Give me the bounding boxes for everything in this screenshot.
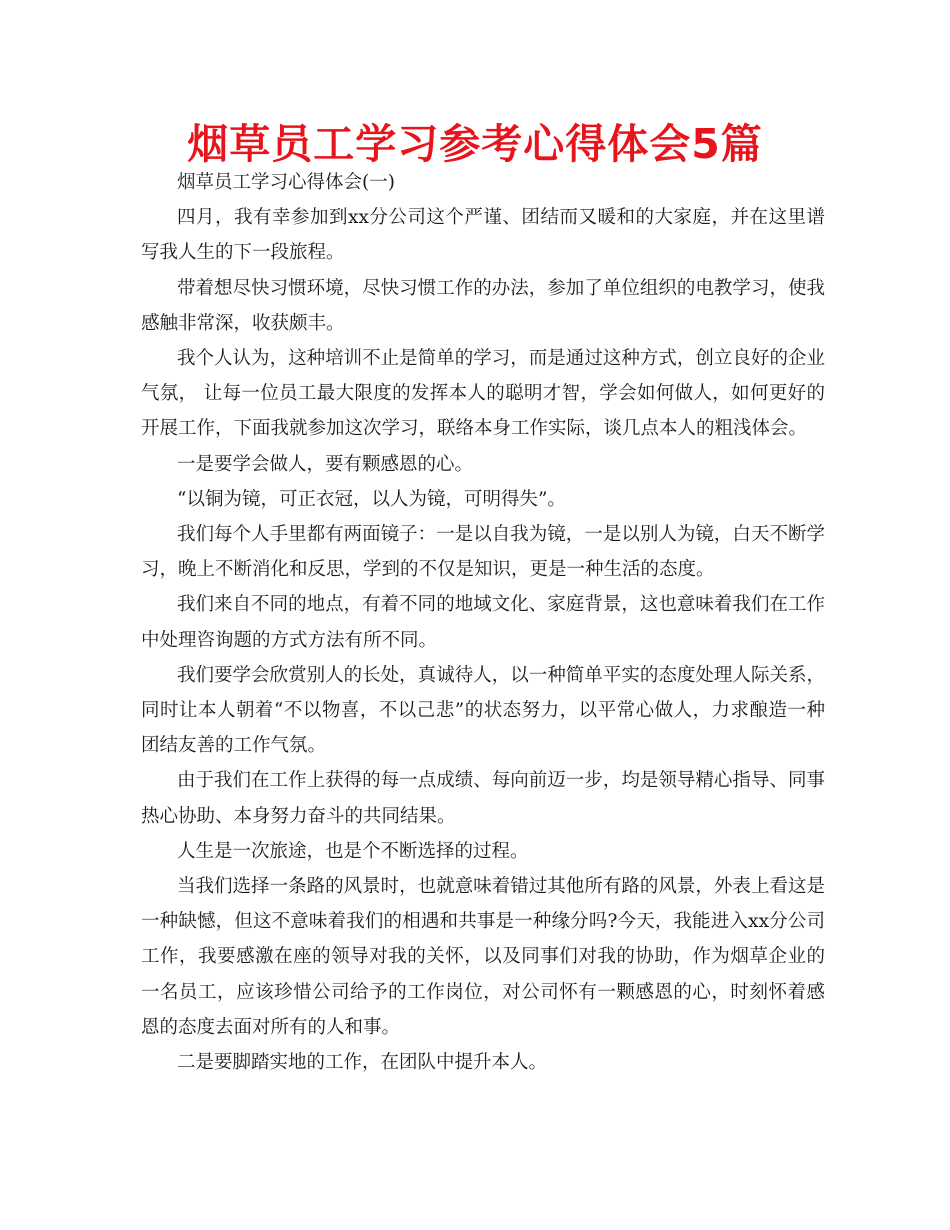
paragraph: 烟草员工学习心得体会(一)	[177, 172, 395, 193]
paragraph: 人生是一次旅途，也是个不断选择的过程。	[177, 840, 529, 862]
document-title: 烟草员工学习参考心得体会5篇	[187, 120, 763, 168]
paragraph: 带着想尽快习惯环境，尽快习惯工作的办法，参加了单位组织的电教学习，使我感触非常深，收获颇丰。	[141, 277, 825, 334]
paragraph: 四月，我有幸参加到xx分公司这个严谨、团结而又暖和的大家庭，并在这里谱写我人生的下一段旅程。	[141, 207, 825, 264]
paragraph: 我们要学会欣赏别人的长处，真诚待人，以一种简单平实的态度处理人际关系，同时让本人朝着“不以物喜，不以己悲”的状态努力，以平常心做人，力求酿造一种团结友善的工作气氛。	[141, 664, 825, 757]
paragraph: 我个人认为，这种培训不止是简单的学习，而是通过这种方式，创立良好的企业气氛， 让每一位员工最大限度的发挥本人的聪明才智，学会如何做人，如何更好的开展工作，下面我就参加这次学习，联络本身工作实际，谈几点本人的粗浅体会。	[141, 348, 825, 440]
paragraph: 一是要学会做人，要有颗感恩的心。	[177, 453, 474, 475]
paragraph: 我们来自不同的地点，有着不同的地域文化、家庭背景，这也意味着我们在工作中处理咨询题的方式方法有所不同。	[141, 594, 825, 651]
paragraph: 二是要脚踏实地的工作，在团队中提升本人。	[177, 1052, 548, 1074]
paragraph: 当我们选择一条路的风景时，也就意味着错过其他所有路的风景，外表上看这是一种缺憾，但这不意味着我们的相遇和共事是一种缘分吗?今天，我能进入xx分公司工作，我要感激在座的领导对我的关怀，以及同事们对我的协助，作为烟草企业的一名员工，应该珍惜公司给予的工作岗位，对公司怀有一颗感恩的心，时刻怀着感恩的态度去面对所有的人和事。	[141, 876, 825, 1038]
paragraph: “以铜为镜，可正衣冠，以人为镜，可明得失”。	[177, 488, 566, 510]
document-body	[141, 165, 825, 1080]
paragraph: 由于我们在工作上获得的每一点成绩、每向前迈一步，均是领导精心指导、同事热心协助、本身努力奋斗的共同结果。	[141, 770, 825, 827]
paragraph: 我们每个人手里都有两面镜子：一是以自我为镜，一是以别人为镜，白天不断学习，晚上不断消化和反思，学到的不仅是知识，更是一种生活的态度。	[141, 524, 825, 581]
